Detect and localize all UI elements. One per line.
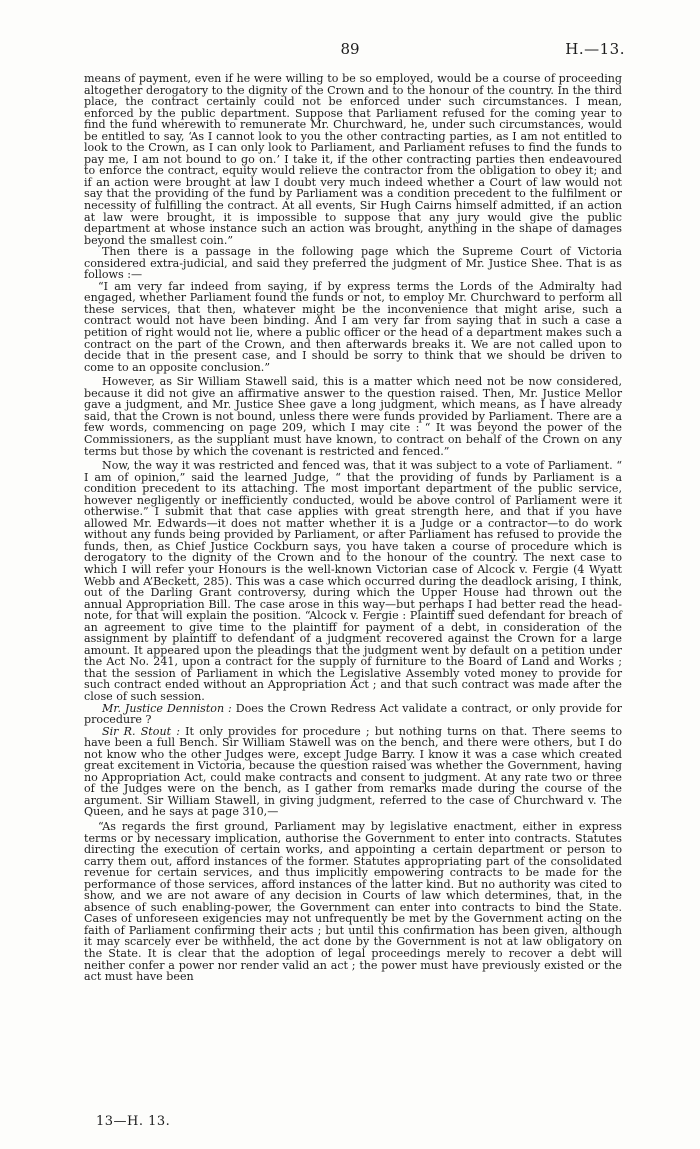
document-reference: H.—13. — [565, 40, 625, 58]
page-number: 89 — [340, 40, 360, 58]
paragraph: Then there is a passage in the following page which the Supreme Court of Victoria considered extra-judicial, and said they preferred the judgment of Mr. Justice Shee. That is as follows :— — [84, 245, 622, 282]
block-quote: “As regards the first ground, Parliament may by legislative enactment, either in express terms or by necessary implication, authorise the Government to enter into contracts. Statutes directing the execution of certain works, and appointing a certain department or person to carry them out, afford instances of the former. Statutes appropriating part of the consolidated revenue for certain services, and thus implicitly empowering contracts to be made for the performance of those services, afford instances of the latter kind. But no authority was cited to show, and we are not aware of any decision in Courts of law which determines, that, in the absence of such enabling-power, the Government can enter into contracts to bind the State. Cases of unforeseen exigencies may not unfrequently be met by the Government acting on the faith of Parliament confirming their acts ; but until this confirmation has been given, although it may scarcely ever be withheld, the act done by the Government is not at law obligatory on the State. It is clear that the adoption of legal proceedings merely to recover a debt will neither confer a power nor render valid an act ; the power must have previously existed or the act must have been — [84, 820, 622, 984]
body-text — [84, 73, 622, 983]
dialogue-paragraph — [84, 726, 622, 818]
paragraph: Now, the way it was restricted and fenced was, that it was subject to a vote of Parliament. “ I am of opinion,” said the learned Judge, “ that the providing of funds by Parliament is a condition precedent to its attaching. The most important department of the public service, however negligently or inefficiently conducted, would be above control of Parliament were it otherwise.” I submit that that case applies with great strength here, and that if you have allowed Mr. Edwards—it does not matter whether it is a Judge or a contractor—to do work without any funds being provided by Parliament, or after Parliament has refused to provide the funds, then, as Chief Justice Cockburn says, you have taken a course of procedure which is derogatory to the dignity of the Crown and to the honour of the country. The next case to which I will refer your Honours is the well-known Victorian case of Alcock v. Fergie (4 Wyatt Webb and A’Beckett, 285). This was a case which occurred during the deadlock arising, I think, out of the Darling Grant controversy, during which the Upper House had thrown out the annual Appropriation Bill. The case arose in this way—but perhaps I had better read the head-note, for that will explain the position. “Alcock v. Fergie : Plaintiff sued defendant for breach of an agreement to give time to the plaintiff for payment of a debt, in consideration of the assignment by plaintiff to defendant of a judgment recovered against the Crown for a large amount. It appeared upon the pleadings that the judgment went by default on a petition under the Act No. 241, upon a contract for the supply of furniture to the Board of Land and Works ; that the session of Parliament in which the Legislative Assembly voted money to provide for such contract ended without an Appropriation Act ; and that such contract was made after the close of such session. — [84, 459, 622, 703]
dialogue-paragraph — [84, 703, 622, 726]
speaker-name: Mr. Justice Denniston : — [102, 701, 232, 715]
page-header — [0, 40, 700, 64]
speaker-name: Sir R. Stout : — [102, 724, 180, 738]
speaker-text: It only provides for procedure ; but nothing turns on that. There seems to have been a full Bench. Sir William Stawell was on the bench, and there were others, but I do not know who the other Judges were, except Judge Barry. I know it was a case which created great excitement in Victoria, because the question raised was whether the Government, having no Appropriation Act, could make contracts and consent to judgment. At any rate two or three of the Judges were on the bench, as I gather from remarks made during the course of the argument. Sir William Stawell, in giving judgment, referred to the case of Churchward v. The Queen, and he says at page 310,— — [84, 724, 622, 819]
block-quote: “I am very far indeed from saying, if by express terms the Lords of the Admiralty had engaged, whether Parliament found the funds or not, to employ Mr. Churchward to perform all these services, that then, whatever might be the inconvenience that might arise, such a contract would not have been binding. And I am very far from saying that in such a case a petition of right would not lie, where a public officer or the head of a department makes such a contract on the part of the Crown, and then afterwards breaks it. We are not called upon to decide that in the present case, and I should be sorry to think that we should be driven to come to an opposite conclusion.” — [84, 279, 622, 374]
paragraph: However, as Sir William Stawell said, this is a matter which need not be now considered, because it did not give an affirmative answer to the question raised. Then, Mr. Justice Mellor gave a judgment, and Mr. Justice Shee gave a long judgment, which means, as I have already said, that the Crown is not bound, unless there were funds provided by Parliament. There are a few words, commencing on page 209, which I may cite : “ It was beyond the power of the Commissioners, as the suppliant must have known, to contract on behalf of the Crown on any terms but those by which the covenant is restricted and fenced.” — [84, 375, 622, 458]
speaker-text: Does the Crown Redress Act validate a contract, or only provide for procedure ? — [84, 701, 622, 727]
signature-mark: 13—H. 13. — [96, 1114, 171, 1129]
paragraph: means of payment, even if he were willing to be so employed, would be a course of proceeding altogether derogatory to the dignity of the Crown and to the honour of the country. In the third place, the contract certainly could not be enforced under such circumstances. I mean, enforced by the public department. Suppose that Parliament refused for the coming year to find the fund wherewith to remunerate Mr. Churchward, he, under such circumstances, would be entitled to say, ‘As I cannot look to you the other contracting parties, as I am not entitled to look to the Crown, as I can only look to Parliament, and Parliament refuses to find the funds to pay me, I am not bound to go on.’ I take it, if the other contracting parties then endeavoured to enforce the contract, equity would relieve the contractor from the obligation to obey it; and if an action were brought at law I doubt very much indeed whether a Court of law would not say that the providing of the fund by Parliament was a condition precedent to the fulfilment or necessity of fulfilling the contract. At all events, Sir Hugh Cairns himself admitted, if an action at law were brought, it is impossible to suppose that any jury would give the public department at whose instance such an action was brought, anything in the shape of damages beyond the smallest coin.” — [84, 72, 622, 247]
